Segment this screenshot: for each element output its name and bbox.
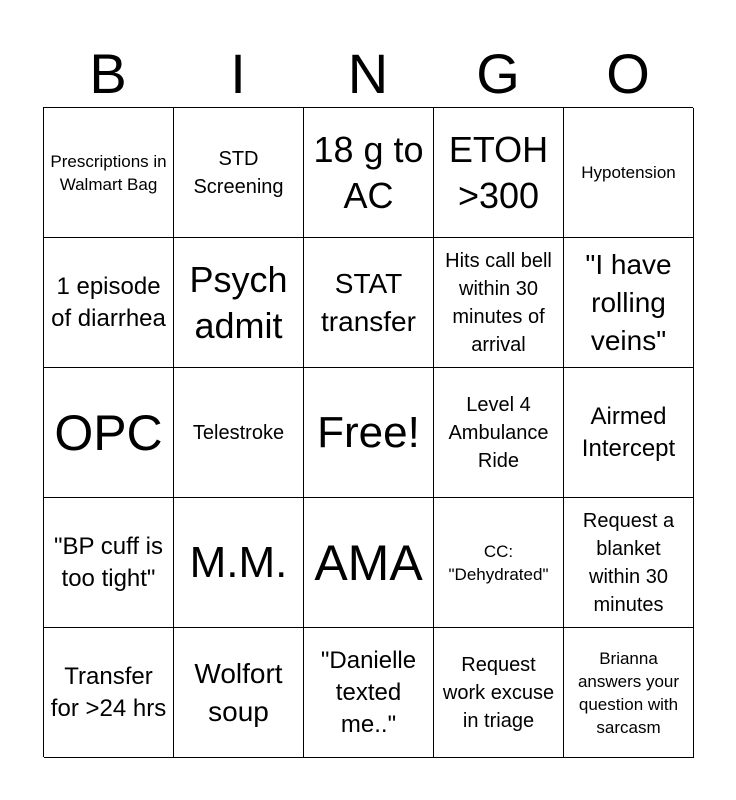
cell-text: 1 episode of diarrhea [51,272,166,332]
bingo-cell-r3c2[interactable] [174,368,304,498]
cell-text: Brianna answers your question with sarcasm [577,648,680,737]
header-letter-g: G [476,42,520,105]
bingo-cell-r4c2[interactable] [174,498,304,628]
cell-text: AMA [314,534,423,591]
bingo-cell-r2c2[interactable] [174,238,304,368]
bingo-cell-r2c4[interactable] [434,238,564,368]
bingo-cell-r2c1[interactable] [44,238,174,368]
cell-text: ETOH >300 [448,128,549,216]
bingo-cell-r4c4[interactable] [434,498,564,628]
cell-text: Request work excuse in triage [442,653,555,732]
cell-text: Hits call bell within 30 minutes of arrival [445,249,552,356]
cell-text: STD Screening [193,147,284,198]
bingo-cell-r4c5[interactable] [564,498,694,628]
cell-text: Prescriptions in Walmart Bag [50,151,167,194]
bingo-cell-r3c4[interactable] [434,368,564,498]
cell-text: Wolfort soup [194,657,283,727]
bingo-cell-r5c4[interactable] [434,628,564,758]
cell-text: CC: "Dehydrated" [448,541,549,584]
bingo-cell-r4c1[interactable] [44,498,174,628]
cell-text: Hypotension [581,163,676,182]
bingo-cell-r5c2[interactable] [174,628,304,758]
bingo-cell-r3c1[interactable] [44,368,174,498]
bingo-cell-r1c4[interactable] [434,108,564,238]
header-letter-o: O [606,42,650,105]
cell-text: Transfer for >24 hrs [50,662,167,722]
bingo-cell-r3c5[interactable] [564,368,694,498]
bingo-cell-r2c3[interactable] [304,238,434,368]
bingo-cell-r1c1[interactable] [44,108,174,238]
bingo-cell-r1c3[interactable] [304,108,434,238]
bingo-cell-r2c5[interactable] [564,238,694,368]
header-letter-b: B [89,42,127,105]
bingo-cell-r3c3[interactable] [304,368,434,498]
cell-text: "I have rolling veins" [585,248,672,356]
header-letter-n: N [347,42,389,105]
bingo-cell-r1c2[interactable] [174,108,304,238]
cell-text: Request a blanket within 30 minutes [582,509,675,616]
header-letter-i: I [230,42,246,105]
cell-text: Level 4 Ambulance Ride [448,393,549,472]
cell-text: Telestroke [192,421,285,444]
bingo-cell-r4c3[interactable] [304,498,434,628]
cell-text: "BP cuff is too tight" [53,532,164,592]
cell-text: Free! [317,407,420,457]
bingo-header [43,40,693,108]
bingo-cell-r5c3[interactable] [304,628,434,758]
cell-text: "Danielle texted me.." [320,646,417,738]
cell-text: Psych admit [189,258,288,346]
cell-text: OPC [54,404,163,461]
bingo-grid [43,107,693,757]
cell-text: 18 g to AC [313,128,424,216]
cell-text: STAT transfer [321,267,416,337]
bingo-cell-r5c1[interactable] [44,628,174,758]
bingo-cell-r5c5[interactable] [564,628,694,758]
bingo-cell-r1c5[interactable] [564,108,694,238]
cell-text: M.M. [189,537,288,587]
cell-text: Airmed Intercept [581,402,676,462]
